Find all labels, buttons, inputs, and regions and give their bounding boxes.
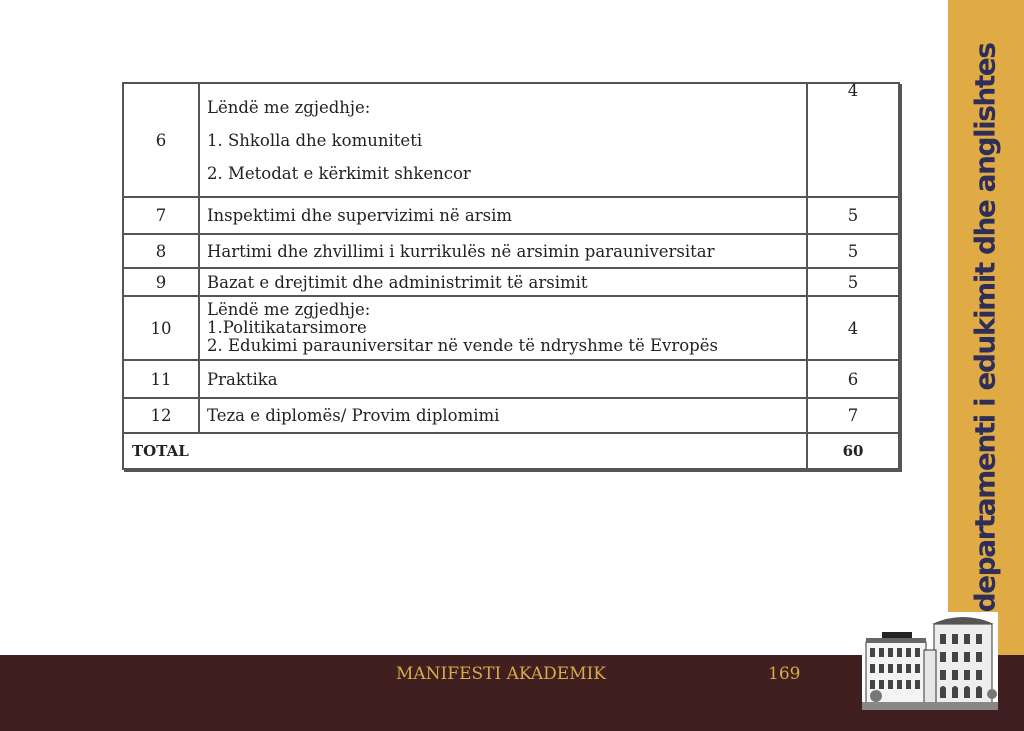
credits-cell: 5 xyxy=(807,268,899,296)
table-row xyxy=(123,360,899,398)
course-cell xyxy=(199,83,807,197)
total-row xyxy=(123,433,899,469)
course-line: Lëndë me zgjedhje: xyxy=(207,300,371,319)
row-number: 6 xyxy=(123,83,199,197)
table-row xyxy=(123,234,899,268)
credits-cell: 4 xyxy=(807,83,899,197)
credits-cell: 7 xyxy=(807,398,899,433)
department-title: departamenti i edukimit dhe anglishtes xyxy=(968,43,1002,613)
course-cell: Hartimi dhe zhvillimi i kurrikulës në arsimin parauniversitar xyxy=(199,234,807,268)
credits-table xyxy=(122,82,900,470)
total-value: 60 xyxy=(807,433,899,469)
footer-title: MANIFESTI AKADEMIK xyxy=(396,664,607,684)
course-line: 1.Politikatarsimore xyxy=(207,318,367,337)
table-row xyxy=(123,83,899,197)
row-number: 8 xyxy=(123,234,199,268)
course-line: 2. Metodat e kërkimit shkencor xyxy=(207,163,471,183)
table-row xyxy=(123,296,899,360)
credits-cell: 6 xyxy=(807,360,899,398)
credits-cell: 5 xyxy=(807,197,899,234)
table-row xyxy=(123,197,899,234)
course-cell: Bazat e drejtimit dhe administrimit të arsimit xyxy=(199,268,807,296)
course-cell: Inspektimi dhe supervizimi në arsim xyxy=(199,197,807,234)
row-number: 12 xyxy=(123,398,199,433)
table-row xyxy=(123,268,899,296)
credits-cell: 5 xyxy=(807,234,899,268)
course-line: 1. Shkolla dhe komuniteti xyxy=(207,130,423,150)
course-cell: Praktika xyxy=(199,360,807,398)
course-cell: Teza e diplomës/ Provim diplomimi xyxy=(199,398,807,433)
course-line: Lëndë me zgjedhje: xyxy=(207,97,371,117)
row-number: 11 xyxy=(123,360,199,398)
table-row xyxy=(123,398,899,433)
total-label: TOTAL xyxy=(123,433,807,469)
university-building-icon xyxy=(862,612,998,710)
course-cell xyxy=(199,296,807,360)
row-number: 7 xyxy=(123,197,199,234)
page-number: 169 xyxy=(768,664,801,684)
course-line: 2. Edukimi parauniversitar në vende të ndryshme të Evropës xyxy=(207,336,718,355)
row-number: 10 xyxy=(123,296,199,360)
credits-cell: 4 xyxy=(807,296,899,360)
row-number: 9 xyxy=(123,268,199,296)
